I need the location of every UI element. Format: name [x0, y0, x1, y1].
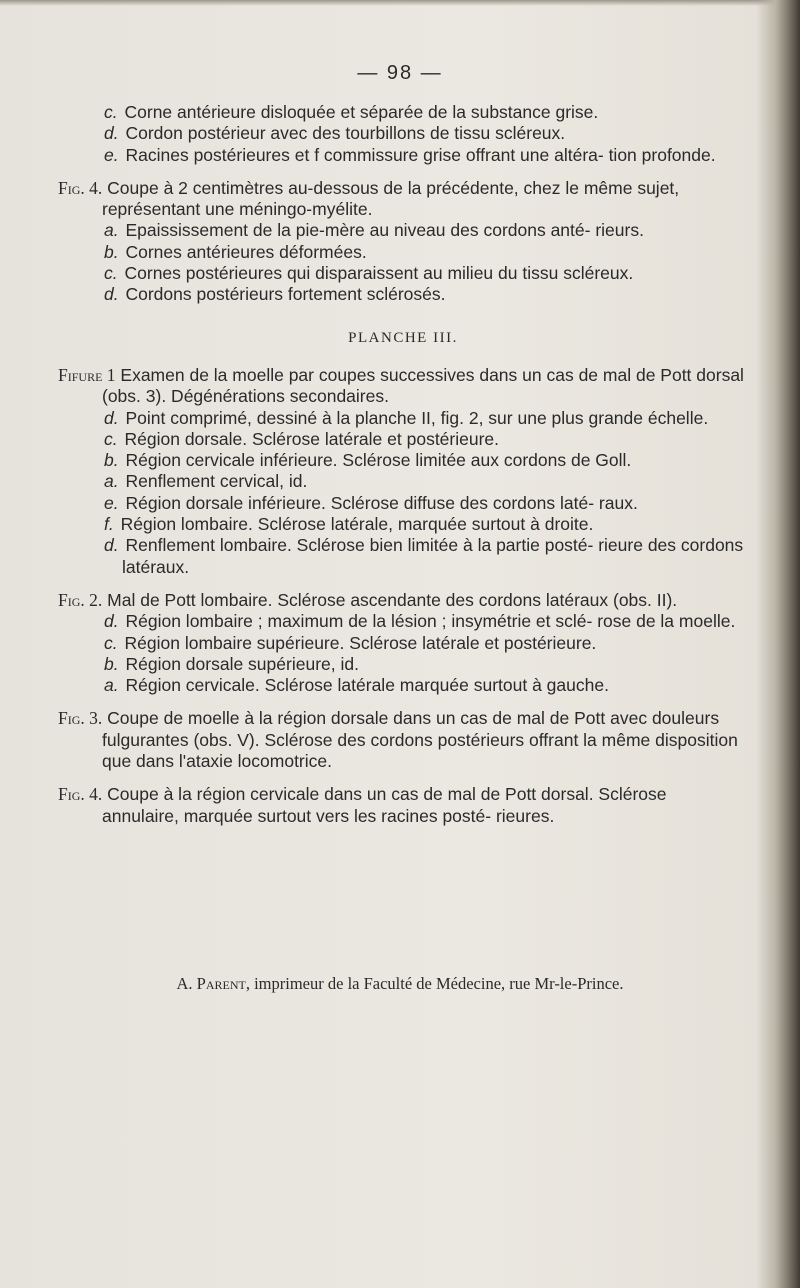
figure-heading — [58, 708, 748, 772]
figure-text: Coupe de moelle à la région dorsale dans un cas de mal de Pott avec douleurs fulgurantes (obs. V). Sclérose des cordons postérieurs offrant la même disposition que dans l'ataxie locomotrice. — [102, 708, 738, 772]
legend-item — [58, 284, 748, 305]
item-text: Cornes antérieures déformées. — [125, 241, 367, 262]
legend-item — [58, 220, 748, 241]
page-binding-edge — [756, 0, 800, 1288]
legend-item — [58, 145, 748, 166]
legend-item — [58, 514, 748, 535]
item-key: b. — [104, 653, 119, 674]
figure-heading — [58, 590, 748, 611]
plate-title: PLANCHE III. — [348, 329, 458, 346]
figure-text: Coupe à la région cervicale dans un cas de mal de Pott dorsal. Sclérose annulaire, marquée surtout vers les racines posté- rieures. — [102, 784, 667, 826]
legend-item — [58, 493, 748, 514]
legend-item — [58, 263, 748, 284]
figure-label: Fifure 1 — [58, 364, 116, 385]
legend-item — [58, 675, 748, 696]
item-text: Région cervicale. Sclérose latérale marquée surtout à gauche. — [125, 675, 609, 696]
page-body — [58, 102, 748, 839]
printer-text: imprimeur de la Faculté de Médecine, rue Mr-le-Prince. — [254, 974, 624, 993]
item-text: Cornes postérieures qui disparaissent au milieu du tissu scléreux. — [124, 263, 634, 284]
item-text: Région dorsale inférieure. Sclérose diffuse des cordons laté- raux. — [125, 492, 638, 513]
plate-figure-4 — [58, 784, 748, 827]
figure-heading — [58, 178, 748, 221]
item-text: Corne antérieure disloquée et séparée de la substance grise. — [124, 102, 599, 122]
item-key: c. — [104, 428, 118, 449]
item-key: c. — [104, 102, 118, 122]
legend-item — [58, 654, 748, 675]
item-key: c. — [104, 632, 118, 653]
item-text: Région lombaire ; maximum de la lésion ; insymétrie et sclé- rose de la moelle. — [125, 611, 736, 632]
figure-text: Examen de la moelle par coupes successives dans un cas de mal de Pott dorsal (obs. 3). Dégénérations secondaires. — [102, 364, 744, 407]
legend-continuation — [58, 102, 748, 166]
legend-item — [58, 429, 748, 450]
item-text: Cordon postérieur avec des tourbillons de tissu scléreux. — [125, 123, 566, 144]
legend-item — [58, 611, 748, 632]
legend-item — [58, 123, 748, 144]
figure-label: Fig. 2. — [58, 589, 103, 610]
plate-figure-3 — [58, 708, 748, 772]
legend-item — [58, 242, 748, 263]
item-text: Point comprimé, dessiné à la planche II, fig. 2, sur une plus grande échelle. — [125, 407, 709, 428]
item-text: Région lombaire. Sclérose latérale, marquée surtout à droite. — [120, 514, 594, 535]
item-text: Région dorsale. Sclérose latérale et postérieure. — [124, 428, 500, 449]
figure-heading — [58, 784, 748, 827]
item-key: d. — [104, 284, 119, 305]
item-key: b. — [104, 450, 119, 471]
item-key: d. — [104, 611, 119, 632]
figure-label: Fig. 3. — [58, 708, 103, 729]
item-text: Cordons postérieurs fortement sclérosés. — [125, 284, 446, 305]
item-text: Epaississement de la pie-mère au niveau des cordons anté- rieurs. — [125, 220, 644, 241]
legend-item — [58, 102, 748, 123]
item-text: Région lombaire supérieure. Sclérose latérale et postérieure. — [124, 632, 597, 653]
figure-label: Fig. 4. — [58, 177, 103, 198]
legend-item — [58, 471, 748, 492]
item-key: a. — [104, 675, 119, 696]
figure-text: Mal de Pott lombaire. Sclérose ascendante des cordons latéraux (obs. II). — [107, 589, 678, 610]
item-key: b. — [104, 241, 119, 262]
figure-heading — [58, 365, 748, 408]
printer-colophon — [0, 974, 800, 994]
plate-figure-2 — [58, 590, 748, 696]
item-key: d. — [104, 407, 119, 428]
printer-prefix: A. — [176, 974, 193, 993]
legend-item — [58, 633, 748, 654]
figure-text: Coupe à 2 centimètres au-dessous de la précédente, chez le même sujet, représentant une méningo-myélite. — [102, 177, 680, 220]
legend-item — [58, 450, 748, 471]
page-number: — 98 — — [357, 62, 443, 84]
item-key: c. — [104, 263, 118, 284]
item-text: Région dorsale supérieure, id. — [125, 653, 359, 674]
figure-4-description — [58, 178, 748, 306]
item-key: f. — [104, 514, 114, 535]
item-key: a. — [104, 471, 119, 492]
figure-label: Fig. 4. — [58, 784, 103, 805]
page-top-edge — [0, 0, 800, 6]
item-key: e. — [104, 144, 119, 165]
legend-item — [58, 408, 748, 429]
item-text: Racines postérieures et f commissure grise offrant une altéra- tion profonde. — [125, 144, 716, 165]
item-text: Région cervicale inférieure. Sclérose limitée aux cordons de Goll. — [125, 450, 632, 471]
item-key: d. — [104, 123, 119, 144]
item-key: d. — [104, 535, 119, 556]
plate-figure-1 — [58, 365, 748, 578]
item-text: Renflement cervical, id. — [125, 471, 308, 492]
item-text: Renflement lombaire. Sclérose bien limitée à la partie posté- rieure des cordons latéraux. — [122, 535, 744, 577]
printer-name: Parent, — [196, 974, 250, 993]
item-key: a. — [104, 220, 119, 241]
legend-item — [58, 535, 748, 578]
item-key: e. — [104, 492, 119, 513]
